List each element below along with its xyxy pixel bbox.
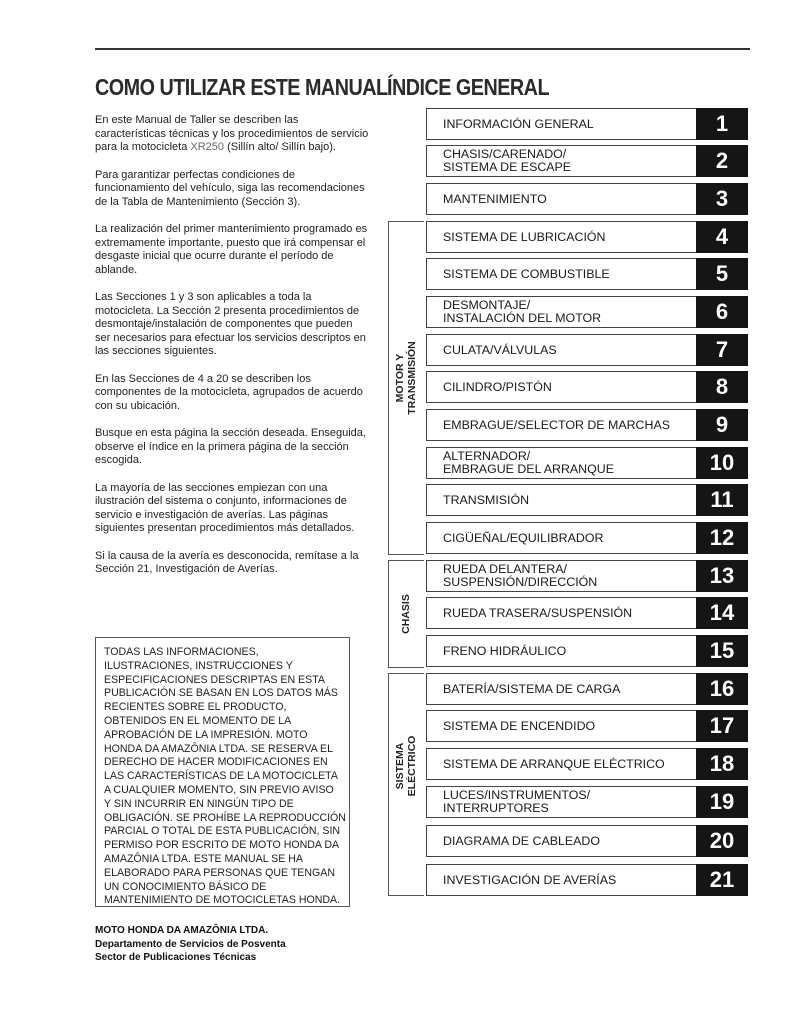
paragraph: En las Secciones de 4 a 20 se describen los componentes de la motocicleta, agrupados de acuerdo con su ubicación. xyxy=(95,372,363,412)
paragraph: Si la causa de la avería es desconocida, remítase a la Sección 21, Investigación de Averías. xyxy=(95,549,359,575)
section-label: DESMONTAJE/ INSTALACIÓN DEL MOTOR xyxy=(443,298,602,325)
section-number: 5 xyxy=(696,258,748,290)
publisher-department: Departamento de Servicios de Posventa xyxy=(95,938,286,950)
publisher-sector: Sector de Publicaciones Técnicas xyxy=(95,952,257,963)
section-number: 9 xyxy=(696,409,748,441)
manual-usage-heading: COMO UTILIZAR ESTE MANUAL xyxy=(95,74,388,100)
section-label: EMBRAGUE/SELECTOR DE MARCHAS xyxy=(443,417,670,432)
index-row-3[interactable] xyxy=(426,183,748,215)
general-index-heading: ÍNDICE GENERAL xyxy=(387,74,550,100)
intro-paragraph xyxy=(95,114,370,155)
section-number: 15 xyxy=(696,635,748,667)
section-label: CULATA/VÁLVULAS xyxy=(443,342,557,357)
section-number: 21 xyxy=(696,864,748,896)
section-label: ALTERNADOR/ EMBRAGUE DEL ARRANQUE xyxy=(443,449,614,476)
model-name: XR250 xyxy=(190,141,225,153)
section-label: CHASIS/CARENADO/ SISTEMA DE ESCAPE xyxy=(443,147,572,174)
index-row-4[interactable] xyxy=(426,221,748,253)
index-row-17[interactable] xyxy=(426,710,748,742)
index-row-2[interactable] xyxy=(426,145,748,177)
section-number: 14 xyxy=(696,597,748,629)
section-label: RUEDA TRASERA/SUSPENSIÓN xyxy=(443,605,633,620)
paragraph: Las Secciones 1 y 3 son aplicables a toda la motocicleta. La Sección 2 presenta procedimientos de desmontaje/instalación de componentes que pueden ser necesarios para efectuar los servicios descriptos en las secciones siguientes. xyxy=(95,291,366,357)
section-label: SISTEMA DE COMBUSTIBLE xyxy=(443,266,610,281)
section-number: 2 xyxy=(696,145,748,177)
section-label: DIAGRAMA DE CABLEADO xyxy=(443,833,600,848)
section-number: 12 xyxy=(696,522,748,554)
index-row-11[interactable] xyxy=(426,484,748,516)
publisher-company: MOTO HONDA DA AMAZÔNIA LTDA. xyxy=(95,925,269,936)
section-label: BATERÍA/SISTEMA DE CARGA xyxy=(443,681,621,696)
section-number: 10 xyxy=(696,447,748,479)
section-number: 4 xyxy=(696,221,748,253)
index-row-8[interactable] xyxy=(426,371,748,403)
index-row-14[interactable] xyxy=(426,597,748,629)
index-row-13[interactable] xyxy=(426,560,748,592)
section-label: SISTEMA DE LUBRICACIÓN xyxy=(443,229,606,244)
section-label: TRANSMISIÓN xyxy=(443,492,530,507)
intro-text-end: (Sillín alto/ Sillín bajo). xyxy=(224,141,336,153)
index-row-6[interactable] xyxy=(426,296,748,328)
index-row-21[interactable] xyxy=(426,864,748,896)
index-row-20[interactable] xyxy=(426,825,748,857)
section-number: 8 xyxy=(696,371,748,403)
index-row-5[interactable] xyxy=(426,258,748,290)
index-row-15[interactable] xyxy=(426,635,748,667)
intro-text xyxy=(95,114,370,591)
section-label: INFORMACIÓN GENERAL xyxy=(443,116,594,131)
section-number: 1 xyxy=(696,108,748,140)
section-label: LUCES/INSTRUMENTOS/ INTERRUPTORES xyxy=(443,788,591,815)
section-number: 11 xyxy=(696,484,748,516)
section-label: MANTENIMIENTO xyxy=(443,191,547,206)
index-row-9[interactable] xyxy=(426,409,748,441)
section-number: 18 xyxy=(696,748,748,780)
legal-notice-box: TODAS LAS INFORMACIONES, ILUSTRACIONES, INSTRUCCIONES Y ESPECIFICACIONES DESCRIPTAS EN ESTA PUBLICACIÓN SE BASAN EN LOS DATOS MÁS RECIENTES SOBRE EL PRODUCTO, OBTENIDOS EN EL MOMENTO DE LA APROBACIÓN DE LA IMPRESIÓN. MOTO HONDA DA AMAZÔNIA LTDA. SE RESERVA EL DERECHO DE HACER MODIFICACIONES EN LAS CARACTERÍSTICAS DE LA MOTOCICLETA A CUALQUIER MOMENTO, SIN PREVIO AVISO Y SIN INCURRIR EN NINGÚN TIPO DE OBLIGACIÓN. SE PROHÍBE LA REPRODUCCIÓN PARCIAL O TOTAL DE ESTA PUBLICACIÓN, SIN PERMISO POR ESCRITO DE MOTO HONDA DA AMAZÔNIA LTDA. ESTE MANUAL SE HA ELABORADO PARA PERSONAS QUE TENGAN UN CONOCIMIENTO BÁSICO DE MANTENIMIENTO DE MOTOCICLETAS HONDA. xyxy=(95,637,350,907)
index-row-18[interactable] xyxy=(426,748,748,780)
section-number: 6 xyxy=(696,296,748,328)
section-number: 7 xyxy=(696,334,748,366)
section-number: 13 xyxy=(696,560,748,592)
paragraph: Busque en esta página la sección deseada. Enseguida, observe el índice en la primera página de la sección escogida. xyxy=(95,427,366,466)
index-row-1[interactable] xyxy=(426,108,748,140)
paragraph: Para garantizar perfectas condiciones de funcionamiento del vehículo, siga las recomendaciones de la Tabla de Mantenimiento (Sección 3). xyxy=(95,168,365,208)
section-label: INVESTIGACIÓN DE AVERÍAS xyxy=(443,872,617,887)
section-number: 3 xyxy=(696,183,748,215)
index-row-10[interactable] xyxy=(426,447,748,479)
section-label: CILINDRO/PISTÓN xyxy=(443,379,552,394)
section-label: SISTEMA DE ARRANQUE ELÉCTRICO xyxy=(443,756,665,771)
section-label: SISTEMA DE ENCENDIDO xyxy=(443,718,596,733)
section-label: CIGÜEÑAL/EQUILIBRADOR xyxy=(443,530,604,545)
index-row-16[interactable] xyxy=(426,673,748,705)
section-label: FRENO HIDRÁULICO xyxy=(443,643,567,658)
publisher-footer xyxy=(95,924,286,965)
index-row-12[interactable] xyxy=(426,522,748,554)
paragraph: La realización del primer mantenimiento programado es extremamente importante, puesto que irá compensar el desgaste inicial que ocurre durante el período de ablande. xyxy=(95,223,368,276)
section-number: 17 xyxy=(696,710,748,742)
intro-text-start: En este Manual de Taller se describen las características técnicas y los procedimientos de servicio para la motocicleta xyxy=(95,114,369,153)
index-row-7[interactable] xyxy=(426,334,748,366)
index-row-19[interactable] xyxy=(426,786,748,818)
paragraph: La mayoría de las secciones empiezan con una ilustración del sistema o conjunto, informaciones de servicio e investigación de averías. Las páginas siguientes presentan procedimientos más detallados. xyxy=(95,481,355,534)
section-label: RUEDA DELANTERA/ SUSPENSIÓN/DIRECCIÓN xyxy=(443,562,598,589)
section-number: 20 xyxy=(696,825,748,857)
top-rule xyxy=(95,48,750,50)
section-number: 16 xyxy=(696,673,748,705)
section-number: 19 xyxy=(696,786,748,818)
